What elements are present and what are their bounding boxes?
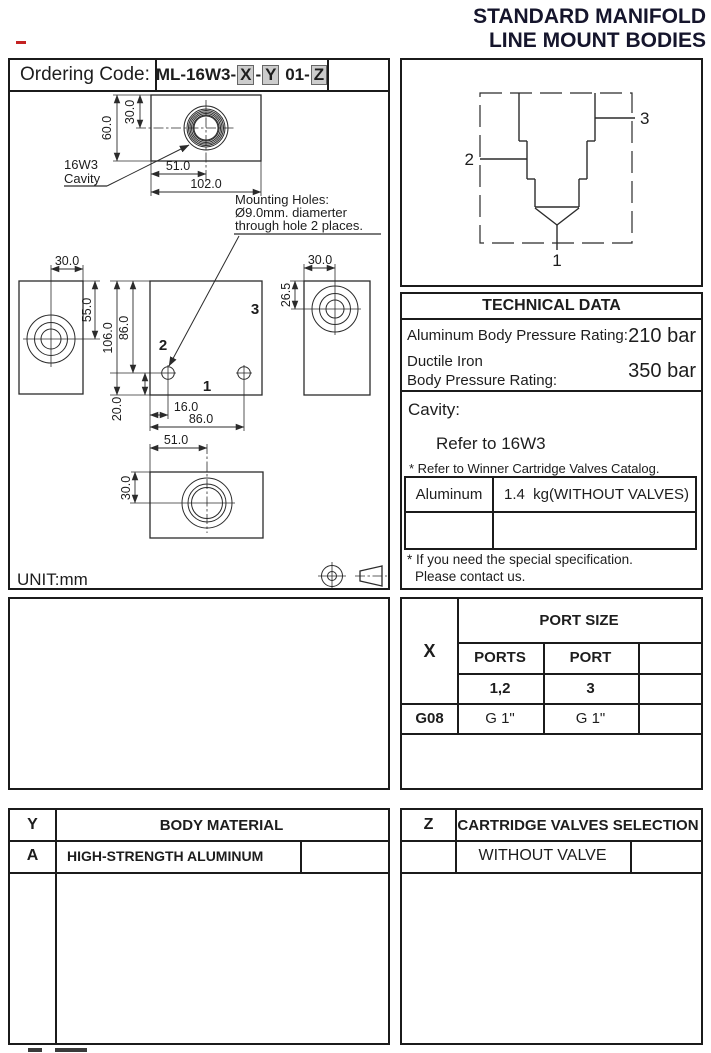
ductile-label-line2: Body Pressure Rating: [407, 371, 558, 389]
dim-bottom-cy: 30.0 [119, 475, 133, 501]
weight-material-cell: Aluminum [415, 486, 483, 503]
special-spec-footnote [407, 552, 633, 586]
mounting-note-line3: through hole 2 places. [235, 218, 363, 233]
dim-hole2-x: 86.0 [188, 412, 214, 426]
footnote-line1: * If you need the special specification. [407, 552, 633, 567]
footer-mark [55, 1048, 87, 1052]
technical-data-panel [400, 292, 703, 590]
pressure-rating-value: 350 bar [628, 360, 696, 382]
front-port-1: 1 [202, 378, 212, 395]
dim-right-cy: 26.5 [279, 282, 293, 308]
divider [406, 511, 695, 513]
unit-label: UNIT:mm [17, 570, 88, 588]
port-table-x-header: X [423, 640, 436, 661]
code-key-x: X [237, 65, 254, 85]
divider [630, 840, 632, 872]
port-size-table [400, 597, 703, 790]
footnote-line2: Please contact us. [415, 568, 526, 584]
schematic-port-2: 2 [464, 150, 474, 169]
divider [300, 840, 302, 872]
dim-top-height: 60.0 [100, 115, 114, 141]
dim-front-lower: 20.0 [110, 396, 124, 422]
dim-left-cy: 55.0 [80, 297, 94, 323]
dim-right-w: 30.0 [307, 253, 333, 267]
page-title [473, 5, 706, 52]
cavity-label-line1: 16W3 [64, 157, 98, 172]
dim-hole1-x: 16.0 [173, 400, 199, 414]
dim-front-h: 106.0 [101, 322, 115, 354]
ordering-code-value [155, 60, 329, 90]
port-row-ports12: G 1" [485, 709, 515, 727]
divider [402, 390, 701, 392]
code-key-y: Y [262, 65, 279, 85]
divider [638, 642, 640, 733]
code-prefix: ML-16W3- [155, 65, 237, 84]
dim-top-width: 102.0 [190, 177, 222, 191]
technical-drawing [10, 92, 388, 588]
cartridge-key: Z [423, 816, 434, 833]
body-material-row-value: HIGH-STRENGTH ALUMINUM [67, 848, 264, 864]
mounting-note-line1: Mounting Holes: [235, 192, 329, 207]
mounting-note-line2: Ø9.0mm. diamerter [235, 205, 347, 220]
cavity-note: * Refer to Winner Cartridge Valves Catalog. [409, 461, 660, 476]
technical-data-title: TECHNICAL DATA [402, 294, 701, 320]
code-key-z: Z [311, 65, 327, 85]
port-row-port3: G 1" [575, 709, 606, 727]
cavity-label: Cavity: [408, 400, 460, 419]
notes-panel [8, 597, 390, 790]
cartridge-row-value: WITHOUT VALVE [478, 847, 607, 864]
pressure-rating-row-aluminum [402, 320, 701, 353]
title-line2: LINE MOUNT BODIES [488, 28, 706, 52]
body-material-title: BODY MATERIAL [159, 816, 284, 834]
cavity-schematic [402, 60, 701, 285]
pressure-rating-value: 210 bar [628, 325, 696, 347]
dim-top-half: 30.0 [123, 99, 137, 125]
footer-mark [28, 1048, 42, 1052]
port-size-title: PORT SIZE [539, 612, 619, 629]
divider [402, 872, 701, 874]
front-port-2: 2 [158, 337, 168, 354]
cartridge-valves-table [400, 808, 703, 1045]
cavity-label-line2: Cavity [64, 171, 101, 186]
schematic-port-1: 1 [552, 251, 562, 270]
body-material-table [8, 808, 390, 1045]
divider [402, 733, 701, 735]
body-material-key: Y [27, 816, 38, 833]
weight-value-cell: 1.4 kg(WITHOUT VALVES) [504, 486, 690, 503]
front-port-3: 3 [250, 301, 260, 318]
red-mark [16, 41, 26, 44]
ports-col-subheader: 1,2 [489, 679, 511, 697]
pressure-rating-label [402, 353, 557, 391]
dim-front-upper: 86.0 [117, 315, 131, 341]
port-row-code: G08 [415, 709, 444, 727]
port-col-subheader: 3 [586, 679, 595, 697]
code-sep2: 01- [280, 65, 310, 84]
divider [10, 872, 388, 874]
port-col-header: PORT [569, 649, 612, 666]
code-sep1: - [255, 65, 262, 84]
pressure-rating-label: Aluminum Body Pressure Rating: [407, 327, 628, 345]
drawing-panel [8, 90, 390, 590]
ports-col-header: PORTS [474, 649, 526, 666]
weight-table [404, 476, 697, 550]
dim-top-cx: 51.0 [165, 159, 191, 173]
dim-bottom-cx: 51.0 [163, 433, 189, 447]
cartridge-title: CARTRIDGE VALVES SELECTION [457, 816, 699, 834]
schematic-port-3: 3 [640, 109, 650, 128]
cavity-value: Refer to 16W3 [436, 434, 546, 453]
title-line1: STANDARD MANIFOLD [473, 5, 706, 28]
dim-left-w: 30.0 [54, 254, 80, 268]
pressure-rating-row-ductile [402, 353, 701, 390]
ordering-code-label: Ordering Code: [20, 64, 150, 85]
ordering-code-box [8, 58, 390, 92]
ductile-label-line1: Ductile Iron [407, 352, 483, 370]
schematic-panel [400, 58, 703, 287]
body-material-row-code: A [26, 847, 39, 864]
